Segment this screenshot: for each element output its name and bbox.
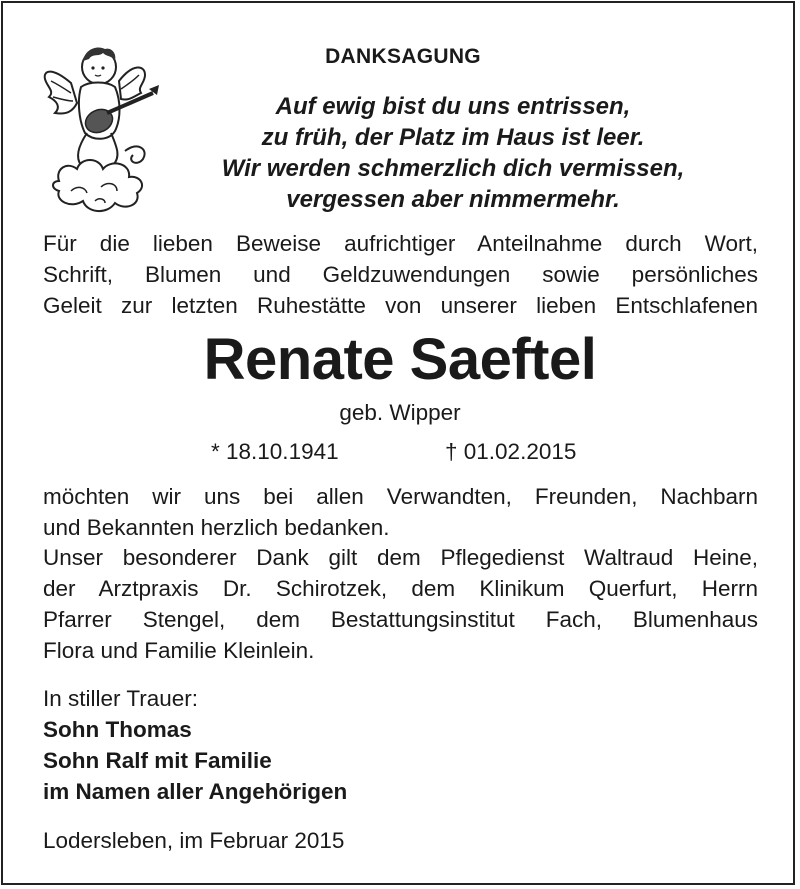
intro-line: Für die lieben Beweise aufrichtiger Anteilnahme durch Wort,	[43, 231, 758, 256]
special-thanks-line: Flora und Familie Kleinlein.	[43, 638, 315, 663]
birth-date: * 18.10.1941	[211, 439, 339, 464]
thanks-line: möchten wir uns bei allen Verwandten, Freunden, Nachbarn	[43, 484, 758, 509]
maiden-name: geb. Wipper	[339, 400, 461, 425]
mourners-block	[43, 683, 347, 807]
place-date: Lodersleben, im Februar 2015	[43, 828, 345, 853]
special-thanks-line: Pfarrer Stengel, dem Bestattungsinstitut Fach, Blumenhaus	[43, 607, 758, 632]
poem-line: Wir werden schmerzlich dich vermissen,	[221, 155, 685, 182]
memorial-poem	[153, 91, 753, 215]
intro-paragraph	[43, 228, 758, 321]
thanks-paragraph	[43, 481, 758, 543]
obituary-notice	[1, 1, 795, 885]
death-date: † 01.02.2015	[445, 439, 577, 464]
deceased-name: Renate Saeftel	[203, 327, 597, 392]
special-thanks-line: Unser besonderer Dank gilt dem Pflegedienst Waltraud Heine,	[43, 545, 758, 570]
poem-line: Auf ewig bist du uns entrissen,	[275, 93, 631, 120]
angel-cherub-icon	[41, 41, 165, 221]
mourning-label: In stiller Trauer:	[43, 686, 199, 711]
poem-line: vergessen aber nimmermehr.	[286, 186, 620, 213]
special-thanks-paragraph	[43, 542, 758, 666]
poem-line: zu früh, der Platz im Haus ist leer.	[261, 124, 645, 151]
special-thanks-line: der Arztpraxis Dr. Schirotzek, dem Klinikum Querfurt, Herrn	[43, 576, 758, 601]
intro-line: Geleit zur letzten Ruhestätte von unserer lieben Entschlafenen	[43, 293, 758, 318]
thanks-line: und Bekannten herzlich bedanken.	[43, 515, 390, 540]
mourner-entry: Sohn Thomas	[43, 717, 192, 742]
mourner-entry: im Namen aller Angehörigen	[43, 779, 348, 804]
notice-heading: DANKSAGUNG	[325, 45, 481, 68]
mourner-entry: Sohn Ralf mit Familie	[43, 748, 272, 773]
intro-line: Schrift, Blumen und Geldzuwendungen sowie persönliches	[43, 262, 758, 287]
